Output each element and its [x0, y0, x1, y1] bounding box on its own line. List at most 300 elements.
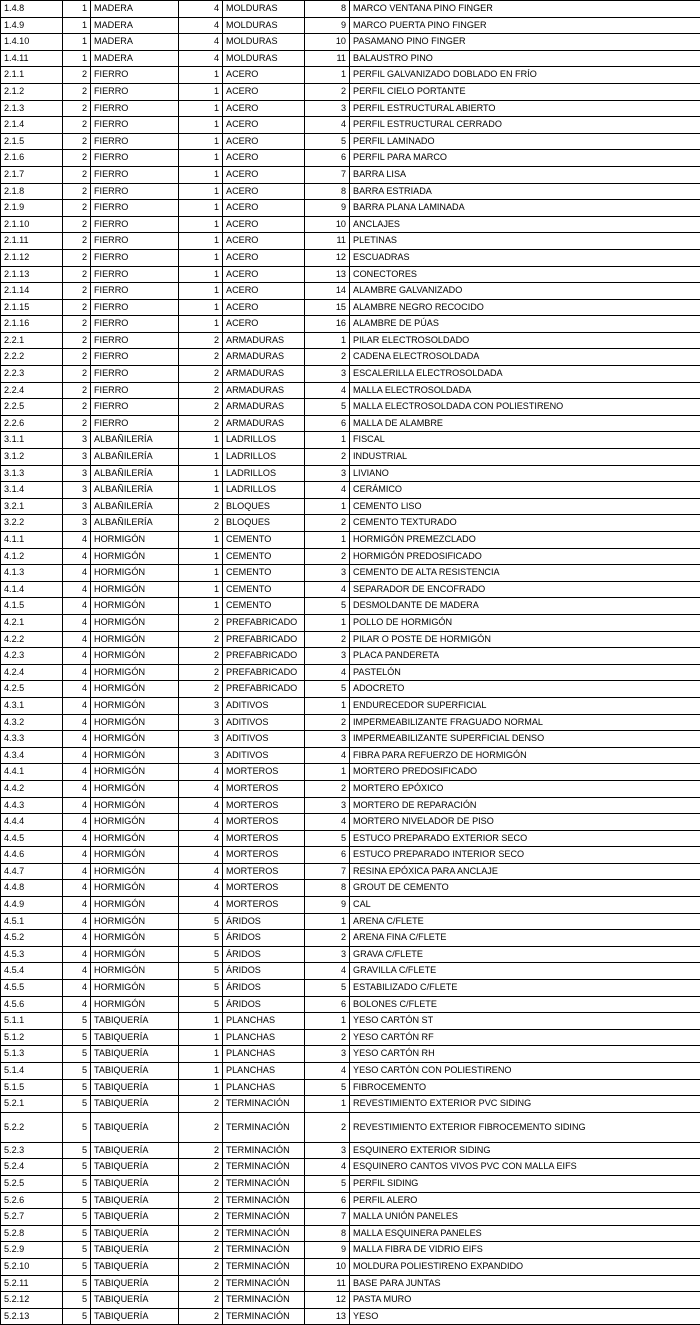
- cell-level2-number: 1: [179, 316, 223, 333]
- cell-level2-name: ARMADURAS: [223, 382, 305, 399]
- cell-level3-name: ENDURECEDOR SUPERFICIAL: [350, 697, 700, 714]
- cell-code: 2.1.4: [1, 117, 63, 134]
- cell-level2-number: 1: [179, 482, 223, 499]
- table-row: [1, 532, 700, 549]
- cell-code: 2.1.16: [1, 316, 63, 333]
- cell-level3-number: 5: [305, 1079, 350, 1096]
- table-row: [1, 631, 700, 648]
- cell-code: 4.2.3: [1, 648, 63, 665]
- cell-level1-name: FIERRO: [91, 166, 179, 183]
- cell-level1-number: 3: [63, 498, 91, 515]
- cell-level2-number: 2: [179, 1209, 223, 1226]
- cell-level3-number: 5: [305, 1175, 350, 1192]
- cell-level2-number: 2: [179, 1096, 223, 1113]
- cell-level2-name: ACERO: [223, 216, 305, 233]
- cell-level3-name: PERFIL SIDING: [350, 1175, 700, 1192]
- table-row: [1, 233, 700, 250]
- cell-level3-number: 11: [305, 1275, 350, 1292]
- table-row: [1, 565, 700, 582]
- cell-code: 5.2.6: [1, 1192, 63, 1209]
- cell-level1-name: TABIQUERÍA: [91, 1258, 179, 1275]
- table-row: [1, 117, 700, 134]
- cell-level3-number: 9: [305, 897, 350, 914]
- cell-code: 2.1.14: [1, 283, 63, 300]
- table-row: [1, 1242, 700, 1259]
- table-row: [1, 1079, 700, 1096]
- cell-code: 2.2.3: [1, 366, 63, 383]
- cell-level3-name: YESO CARTÓN RH: [350, 1046, 700, 1063]
- cell-level1-number: 2: [63, 366, 91, 383]
- cell-level1-number: 4: [63, 764, 91, 781]
- cell-level1-number: 4: [63, 532, 91, 549]
- table-row: [1, 1308, 700, 1325]
- cell-level2-name: PREFABRICADO: [223, 648, 305, 665]
- cell-level2-name: PLANCHAS: [223, 1013, 305, 1030]
- cell-level1-name: HORMIGÓN: [91, 581, 179, 598]
- cell-level2-number: 2: [179, 631, 223, 648]
- table-row: [1, 133, 700, 150]
- cell-level3-number: 3: [305, 1142, 350, 1159]
- cell-level1-name: HORMIGÓN: [91, 814, 179, 831]
- cell-level2-name: MORTEROS: [223, 863, 305, 880]
- cell-level1-number: 4: [63, 814, 91, 831]
- cell-level3-number: 11: [305, 233, 350, 250]
- table-row: [1, 863, 700, 880]
- cell-level2-number: 2: [179, 1192, 223, 1209]
- cell-level2-number: 4: [179, 780, 223, 797]
- cell-level2-name: PREFABRICADO: [223, 664, 305, 681]
- cell-code: 2.1.13: [1, 266, 63, 283]
- cell-level1-number: 5: [63, 1096, 91, 1113]
- cell-level3-number: 2: [305, 515, 350, 532]
- cell-level3-name: CERÁMICO: [350, 482, 700, 499]
- cell-level3-name: GRAVA C/FLETE: [350, 946, 700, 963]
- cell-level3-number: 1: [305, 432, 350, 449]
- cell-level2-name: ADITIVOS: [223, 731, 305, 748]
- cell-code: 2.1.5: [1, 133, 63, 150]
- cell-level2-number: 2: [179, 1142, 223, 1159]
- cell-level2-number: 4: [179, 50, 223, 67]
- cell-level2-number: 1: [179, 100, 223, 117]
- cell-level1-number: 5: [63, 1192, 91, 1209]
- cell-level2-number: 2: [179, 614, 223, 631]
- cell-level1-name: MADERA: [91, 50, 179, 67]
- cell-level1-number: 5: [63, 1079, 91, 1096]
- cell-level2-number: 4: [179, 880, 223, 897]
- cell-level1-name: FIERRO: [91, 150, 179, 167]
- cell-level3-number: 2: [305, 449, 350, 466]
- cell-level3-number: 3: [305, 797, 350, 814]
- cell-level3-name: CADENA ELECTROSOLDADA: [350, 349, 700, 366]
- cell-level3-number: 7: [305, 863, 350, 880]
- table-row: [1, 648, 700, 665]
- cell-level1-number: 4: [63, 980, 91, 997]
- cell-level2-number: 4: [179, 863, 223, 880]
- cell-code: 2.1.10: [1, 216, 63, 233]
- cell-level2-number: 3: [179, 731, 223, 748]
- cell-level1-name: FIERRO: [91, 133, 179, 150]
- cell-level1-name: HORMIGÓN: [91, 747, 179, 764]
- cell-level2-number: 2: [179, 515, 223, 532]
- cell-level2-name: TERMINACIÓN: [223, 1192, 305, 1209]
- cell-code: 4.4.1: [1, 764, 63, 781]
- table-row: [1, 432, 700, 449]
- cell-level2-name: MOLDURAS: [223, 1, 305, 18]
- cell-level1-name: HORMIGÓN: [91, 532, 179, 549]
- cell-level3-name: YESO CARTÓN CON POLIESTIRENO: [350, 1063, 700, 1080]
- cell-level3-name: MALLA DE ALAMBRE: [350, 415, 700, 432]
- cell-level1-number: 2: [63, 166, 91, 183]
- cell-code: 2.1.8: [1, 183, 63, 200]
- cell-level3-name: PLETINAS: [350, 233, 700, 250]
- cell-level3-number: 4: [305, 382, 350, 399]
- cell-level3-name: BASE PARA JUNTAS: [350, 1275, 700, 1292]
- cell-level3-number: 2: [305, 780, 350, 797]
- table-row: [1, 415, 700, 432]
- cell-level3-number: 8: [305, 880, 350, 897]
- cell-level1-name: FIERRO: [91, 316, 179, 333]
- cell-level3-number: 2: [305, 349, 350, 366]
- cell-level2-name: MOLDURAS: [223, 50, 305, 67]
- cell-level1-name: TABIQUERÍA: [91, 1308, 179, 1325]
- cell-level2-name: ARMADURAS: [223, 349, 305, 366]
- cell-level1-name: HORMIGÓN: [91, 631, 179, 648]
- cell-level3-number: 3: [305, 100, 350, 117]
- cell-level3-name: ARENA FINA C/FLETE: [350, 930, 700, 947]
- cell-level3-name: ESTUCO PREPARADO EXTERIOR SECO: [350, 830, 700, 847]
- cell-level3-number: 8: [305, 1, 350, 18]
- cell-level1-number: 2: [63, 67, 91, 84]
- cell-level1-name: HORMIGÓN: [91, 614, 179, 631]
- cell-level2-name: LADRILLOS: [223, 432, 305, 449]
- cell-code: 2.2.4: [1, 382, 63, 399]
- cell-level2-number: 2: [179, 382, 223, 399]
- cell-level3-number: 1: [305, 614, 350, 631]
- cell-level2-name: TERMINACIÓN: [223, 1308, 305, 1325]
- table-row: [1, 17, 700, 34]
- cell-level3-number: 1: [305, 498, 350, 515]
- cell-level3-number: 4: [305, 117, 350, 134]
- table-row: [1, 897, 700, 914]
- cell-code: 2.2.2: [1, 349, 63, 366]
- cell-level1-name: MADERA: [91, 17, 179, 34]
- cell-level2-number: 1: [179, 183, 223, 200]
- cell-level2-name: PLANCHAS: [223, 1046, 305, 1063]
- cell-level2-name: PREFABRICADO: [223, 681, 305, 698]
- cell-level1-name: FIERRO: [91, 67, 179, 84]
- table-row: [1, 598, 700, 615]
- cell-level2-name: MORTEROS: [223, 780, 305, 797]
- cell-level1-number: 3: [63, 449, 91, 466]
- cell-level1-number: 2: [63, 100, 91, 117]
- cell-level1-number: 3: [63, 482, 91, 499]
- cell-level2-number: 1: [179, 216, 223, 233]
- cell-level2-name: TERMINACIÓN: [223, 1142, 305, 1159]
- cell-code: 4.2.5: [1, 681, 63, 698]
- cell-level2-name: MORTEROS: [223, 797, 305, 814]
- cell-level2-name: TERMINACIÓN: [223, 1112, 305, 1142]
- cell-code: 5.2.5: [1, 1175, 63, 1192]
- cell-level2-number: 1: [179, 117, 223, 134]
- cell-level3-name: RESINA EPÓXICA PARA ANCLAJE: [350, 863, 700, 880]
- cell-level3-name: ESTABILIZADO C/FLETE: [350, 980, 700, 997]
- table-row: [1, 830, 700, 847]
- cell-level2-name: ACERO: [223, 233, 305, 250]
- cell-level3-name: GRAVILLA C/FLETE: [350, 963, 700, 980]
- cell-level2-name: TERMINACIÓN: [223, 1292, 305, 1309]
- cell-level1-number: 4: [63, 598, 91, 615]
- cell-code: 1.4.10: [1, 34, 63, 51]
- table-row: [1, 847, 700, 864]
- table-row: [1, 1112, 700, 1142]
- cell-level3-name: CEMENTO DE ALTA RESISTENCIA: [350, 565, 700, 582]
- cell-level1-number: 5: [63, 1142, 91, 1159]
- cell-level1-name: HORMIGÓN: [91, 963, 179, 980]
- cell-level3-number: 5: [305, 133, 350, 150]
- cell-level3-name: ESTUCO PREPARADO INTERIOR SECO: [350, 847, 700, 864]
- cell-level2-name: CEMENTO: [223, 532, 305, 549]
- cell-level1-name: ALBAÑILERÍA: [91, 465, 179, 482]
- table-row: [1, 930, 700, 947]
- table-row: [1, 1159, 700, 1176]
- cell-level1-name: FIERRO: [91, 183, 179, 200]
- cell-level1-number: 5: [63, 1242, 91, 1259]
- cell-level3-name: BOLONES C/FLETE: [350, 996, 700, 1013]
- cell-level1-number: 4: [63, 548, 91, 565]
- cell-level2-name: ARMADURAS: [223, 415, 305, 432]
- cell-code: 4.4.6: [1, 847, 63, 864]
- cell-level1-name: HORMIGÓN: [91, 731, 179, 748]
- cell-level3-name: MALLA ESQUINERA PANELES: [350, 1225, 700, 1242]
- table-row: [1, 166, 700, 183]
- cell-level3-number: 2: [305, 548, 350, 565]
- table-row: [1, 1096, 700, 1113]
- cell-level2-name: TERMINACIÓN: [223, 1225, 305, 1242]
- cell-level1-name: TABIQUERÍA: [91, 1096, 179, 1113]
- cell-level3-name: ALAMBRE DE PÚAS: [350, 316, 700, 333]
- cell-level3-name: LIVIANO: [350, 465, 700, 482]
- cell-level1-number: 4: [63, 565, 91, 582]
- cell-level1-number: 5: [63, 1225, 91, 1242]
- table-row: [1, 548, 700, 565]
- cell-level3-name: YESO CARTÓN RF: [350, 1029, 700, 1046]
- table-row: [1, 697, 700, 714]
- cell-level2-number: 4: [179, 764, 223, 781]
- cell-level2-name: ADITIVOS: [223, 747, 305, 764]
- cell-level2-name: ACERO: [223, 249, 305, 266]
- cell-level3-number: 9: [305, 1242, 350, 1259]
- cell-code: 5.2.9: [1, 1242, 63, 1259]
- cell-level1-name: FIERRO: [91, 415, 179, 432]
- cell-code: 1.4.11: [1, 50, 63, 67]
- cell-level2-name: PREFABRICADO: [223, 614, 305, 631]
- cell-level2-number: 3: [179, 714, 223, 731]
- cell-level3-name: IMPERMEABILIZANTE FRAGUADO NORMAL: [350, 714, 700, 731]
- cell-level3-number: 1: [305, 913, 350, 930]
- cell-level3-number: 15: [305, 299, 350, 316]
- cell-level3-number: 11: [305, 50, 350, 67]
- cell-level1-name: TABIQUERÍA: [91, 1063, 179, 1080]
- cell-level1-name: HORMIGÓN: [91, 548, 179, 565]
- cell-level3-name: MARCO PUERTA PINO FINGER: [350, 17, 700, 34]
- cell-level1-name: TABIQUERÍA: [91, 1112, 179, 1142]
- cell-level1-name: ALBAÑILERÍA: [91, 432, 179, 449]
- table-row: [1, 747, 700, 764]
- cell-level1-number: 2: [63, 349, 91, 366]
- cell-level2-name: BLOQUES: [223, 515, 305, 532]
- cell-level1-name: HORMIGÓN: [91, 797, 179, 814]
- cell-level1-number: 2: [63, 299, 91, 316]
- cell-level3-number: 9: [305, 200, 350, 217]
- cell-code: 5.1.4: [1, 1063, 63, 1080]
- cell-level2-name: ACERO: [223, 299, 305, 316]
- cell-level2-name: ACERO: [223, 183, 305, 200]
- table-row: [1, 399, 700, 416]
- cell-level2-name: ARMADURAS: [223, 366, 305, 383]
- cell-level3-name: ESCUADRAS: [350, 249, 700, 266]
- cell-code: 2.2.1: [1, 332, 63, 349]
- cell-level3-name: REVESTIMIENTO EXTERIOR PVC SIDING: [350, 1096, 700, 1113]
- cell-level2-number: 1: [179, 67, 223, 84]
- table-row: [1, 681, 700, 698]
- cell-level1-name: FIERRO: [91, 283, 179, 300]
- table-row: [1, 963, 700, 980]
- table-row: [1, 266, 700, 283]
- table-row: [1, 1292, 700, 1309]
- cell-level1-name: ALBAÑILERÍA: [91, 482, 179, 499]
- cell-level3-name: PERFIL ESTRUCTURAL CERRADO: [350, 117, 700, 134]
- cell-level1-name: FIERRO: [91, 399, 179, 416]
- cell-level3-number: 4: [305, 963, 350, 980]
- cell-level3-name: MORTERO NIVELADOR DE PISO: [350, 814, 700, 831]
- cell-level3-name: PILAR ELECTROSOLDADO: [350, 332, 700, 349]
- cell-level1-number: 1: [63, 17, 91, 34]
- cell-level1-number: 4: [63, 731, 91, 748]
- cell-level3-number: 5: [305, 399, 350, 416]
- cell-level3-name: YESO CARTÓN ST: [350, 1013, 700, 1030]
- cell-code: 4.1.5: [1, 598, 63, 615]
- cell-code: 4.5.4: [1, 963, 63, 980]
- cell-level2-name: TERMINACIÓN: [223, 1258, 305, 1275]
- cell-level3-name: MALLA UNIÓN PANELES: [350, 1209, 700, 1226]
- cell-level3-name: BARRA LISA: [350, 166, 700, 183]
- cell-level2-number: 2: [179, 366, 223, 383]
- cell-code: 1.4.8: [1, 1, 63, 18]
- cell-code: 3.2.1: [1, 498, 63, 515]
- cell-level1-name: HORMIGÓN: [91, 764, 179, 781]
- cell-level2-name: ACERO: [223, 266, 305, 283]
- cell-level1-name: FIERRO: [91, 216, 179, 233]
- cell-level3-name: CONECTORES: [350, 266, 700, 283]
- cell-code: 4.3.1: [1, 697, 63, 714]
- cell-level3-name: BALAUSTRO PINO: [350, 50, 700, 67]
- table-row: [1, 814, 700, 831]
- cell-level3-number: 3: [305, 465, 350, 482]
- cell-level2-number: 1: [179, 532, 223, 549]
- cell-level2-name: ÁRIDOS: [223, 996, 305, 1013]
- cell-level2-number: 4: [179, 897, 223, 914]
- cell-level1-name: FIERRO: [91, 349, 179, 366]
- cell-level3-name: ADOCRETO: [350, 681, 700, 698]
- cell-level1-name: TABIQUERÍA: [91, 1275, 179, 1292]
- cell-code: 4.1.2: [1, 548, 63, 565]
- cell-level2-name: MOLDURAS: [223, 34, 305, 51]
- cell-level2-name: PLANCHAS: [223, 1063, 305, 1080]
- cell-level2-name: CEMENTO: [223, 598, 305, 615]
- cell-level3-name: DESMOLDANTE DE MADERA: [350, 598, 700, 615]
- cell-level1-number: 4: [63, 963, 91, 980]
- cell-level1-name: HORMIGÓN: [91, 996, 179, 1013]
- cell-level2-number: 2: [179, 1225, 223, 1242]
- cell-level3-name: PASTELÓN: [350, 664, 700, 681]
- cell-code: 5.2.2: [1, 1112, 63, 1142]
- cell-level1-number: 2: [63, 200, 91, 217]
- cell-level1-name: TABIQUERÍA: [91, 1225, 179, 1242]
- cell-level2-number: 4: [179, 797, 223, 814]
- cell-level1-number: 4: [63, 880, 91, 897]
- cell-code: 2.2.6: [1, 415, 63, 432]
- cell-level2-name: TERMINACIÓN: [223, 1275, 305, 1292]
- cell-level1-number: 2: [63, 283, 91, 300]
- cell-level3-name: PERFIL ESTRUCTURAL ABIERTO: [350, 100, 700, 117]
- cell-level2-name: PLANCHAS: [223, 1029, 305, 1046]
- table-row: [1, 581, 700, 598]
- cell-level1-name: ALBAÑILERÍA: [91, 515, 179, 532]
- cell-level1-name: HORMIGÓN: [91, 980, 179, 997]
- cell-code: 4.2.4: [1, 664, 63, 681]
- table-row: [1, 1209, 700, 1226]
- cell-level3-number: 16: [305, 316, 350, 333]
- cell-level2-number: 2: [179, 1112, 223, 1142]
- cell-code: 2.1.2: [1, 83, 63, 100]
- cell-level2-name: CEMENTO: [223, 565, 305, 582]
- cell-level1-number: 1: [63, 50, 91, 67]
- cell-level3-name: PERFIL CIELO PORTANTE: [350, 83, 700, 100]
- cell-code: 4.3.2: [1, 714, 63, 731]
- cell-level3-name: MORTERO PREDOSIFICADO: [350, 764, 700, 781]
- table-row: [1, 299, 700, 316]
- cell-level3-name: ESQUINERO EXTERIOR SIDING: [350, 1142, 700, 1159]
- cell-level3-name: MALLA ELECTROSOLDADA CON POLIESTIRENO: [350, 399, 700, 416]
- cell-level1-name: HORMIGÓN: [91, 930, 179, 947]
- cell-level2-number: 5: [179, 980, 223, 997]
- cell-level1-name: ALBAÑILERÍA: [91, 449, 179, 466]
- cell-code: 4.4.5: [1, 830, 63, 847]
- cell-level2-number: 1: [179, 133, 223, 150]
- cell-level3-number: 4: [305, 1063, 350, 1080]
- cell-level2-name: ADITIVOS: [223, 697, 305, 714]
- cell-level2-name: MOLDURAS: [223, 17, 305, 34]
- table-row: [1, 366, 700, 383]
- cell-level2-number: 2: [179, 1275, 223, 1292]
- cell-level3-name: PASTA MURO: [350, 1292, 700, 1309]
- cell-level1-number: 5: [63, 1029, 91, 1046]
- cell-level3-number: 12: [305, 1292, 350, 1309]
- cell-level3-number: 7: [305, 1209, 350, 1226]
- cell-level3-number: 6: [305, 415, 350, 432]
- cell-level1-number: 5: [63, 1063, 91, 1080]
- cell-level2-number: 4: [179, 34, 223, 51]
- cell-level2-number: 1: [179, 1046, 223, 1063]
- cell-level3-name: POLLO DE HORMIGÓN: [350, 614, 700, 631]
- cell-level3-number: 13: [305, 266, 350, 283]
- cell-level2-name: ACERO: [223, 283, 305, 300]
- cell-level2-name: ÁRIDOS: [223, 980, 305, 997]
- cell-level1-number: 3: [63, 515, 91, 532]
- cell-code: 5.2.3: [1, 1142, 63, 1159]
- cell-level3-number: 2: [305, 631, 350, 648]
- cell-level1-name: HORMIGÓN: [91, 648, 179, 665]
